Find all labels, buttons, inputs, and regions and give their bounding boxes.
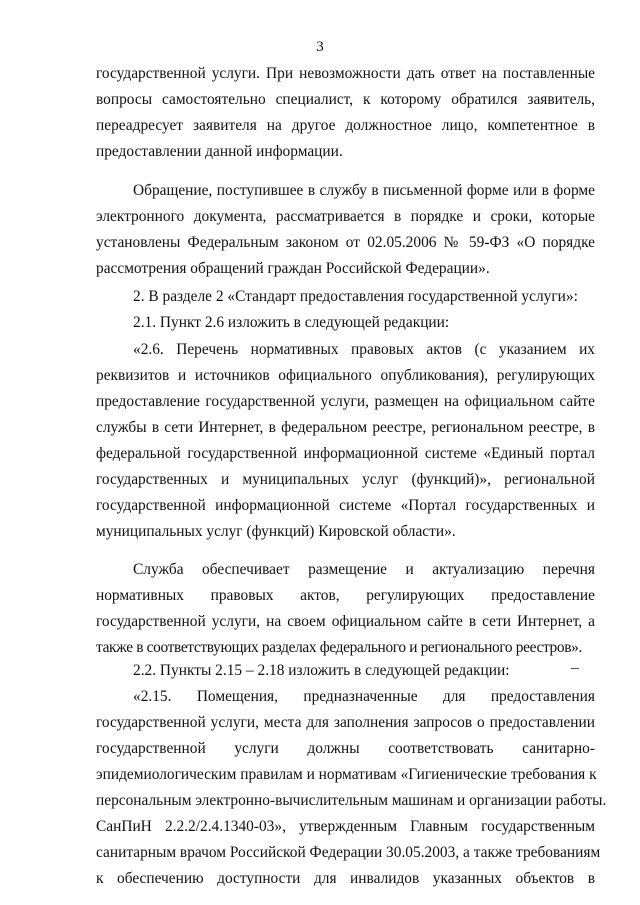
text-line: службы в сети Интернет, в федеральном реестре, региональном реестре, в: [96, 419, 595, 436]
text-line: переадресует заявителя на другое должностное лицо, компетентное в: [96, 117, 595, 134]
text-line: «2.15. Помещения, предназначенные для предоставления: [133, 688, 595, 705]
text-line: 2.2. Пункты 2.15 – 2.18 изложить в следующей редакции:: [133, 662, 510, 679]
text-line: к обеспечению доступности для инвалидов указанных объектов в: [96, 870, 595, 887]
text-line: установлены Федеральным законом от 02.05.2006 № 59-ФЗ «О порядке: [96, 234, 595, 251]
text-line: 2.1. Пункт 2.6 изложить в следующей редакции:: [133, 314, 450, 331]
text-line: государственной информационной системе «Портал государственных и: [96, 497, 595, 514]
text-line: предоставлении данной информации.: [96, 143, 343, 160]
text-line: электронного документа, рассматривается в порядке и сроки, которые: [96, 208, 595, 225]
text-line: предоставление государственной услуги, размещен на официальном сайте: [96, 393, 595, 410]
text-line: Служба обеспечивает размещение и актуализацию перечня: [133, 561, 595, 578]
text-line: федеральной государственной информационной системе «Единый портал: [96, 445, 595, 462]
text-line: реквизитов и источников официального опубликования), регулирующих: [96, 367, 595, 384]
text-line: «2.6. Перечень нормативных правовых актов (с указанием их: [133, 341, 595, 358]
text-line: СанПиН 2.2.2/2.4.1340-03», утвержденным Главным государственным: [96, 818, 595, 835]
text-line: нормативных правовых актов, регулирующих предоставление: [96, 587, 595, 604]
stray-mark: [571, 668, 579, 669]
text-line: рассмотрения обращений граждан Российской Федерации».: [96, 260, 490, 277]
text-line: вопросы самостоятельно специалист, к которому обратился заявитель,: [96, 91, 595, 108]
text-line: муниципальных услуг (функций) Кировской области».: [96, 523, 456, 540]
text-line: Обращение, поступившее в службу в письменной форме или в форме: [133, 182, 595, 199]
text-line: государственной услуги, места для заполнения запросов о предоставлении: [96, 714, 595, 731]
text-line: государственной услуги должны соответствовать санитарно-: [96, 740, 595, 757]
text-line: персональным электронно-вычислительным машинам и организации работы.: [96, 792, 607, 809]
text-line: эпидемиологическим правилам и нормативам «Гигиенические требования к: [96, 766, 597, 783]
text-line: 2. В разделе 2 «Стандарт предоставления государственной услуги»:: [133, 288, 578, 305]
text-line: также в соответствующих разделах федерального и регионального реестров».: [96, 639, 582, 656]
text-line: государственной услуги, на своем официальном сайте в сети Интернет, а: [96, 613, 595, 630]
text-line: санитарным врачом Российской Федерации 30.05.2003, а также требованиям: [96, 844, 601, 861]
text-line: государственной услуги. При невозможности дать ответ на поставленные: [96, 65, 595, 82]
page-number: 3: [316, 39, 324, 55]
text-line: государственных и муниципальных услуг (функций)», региональной: [96, 471, 595, 488]
